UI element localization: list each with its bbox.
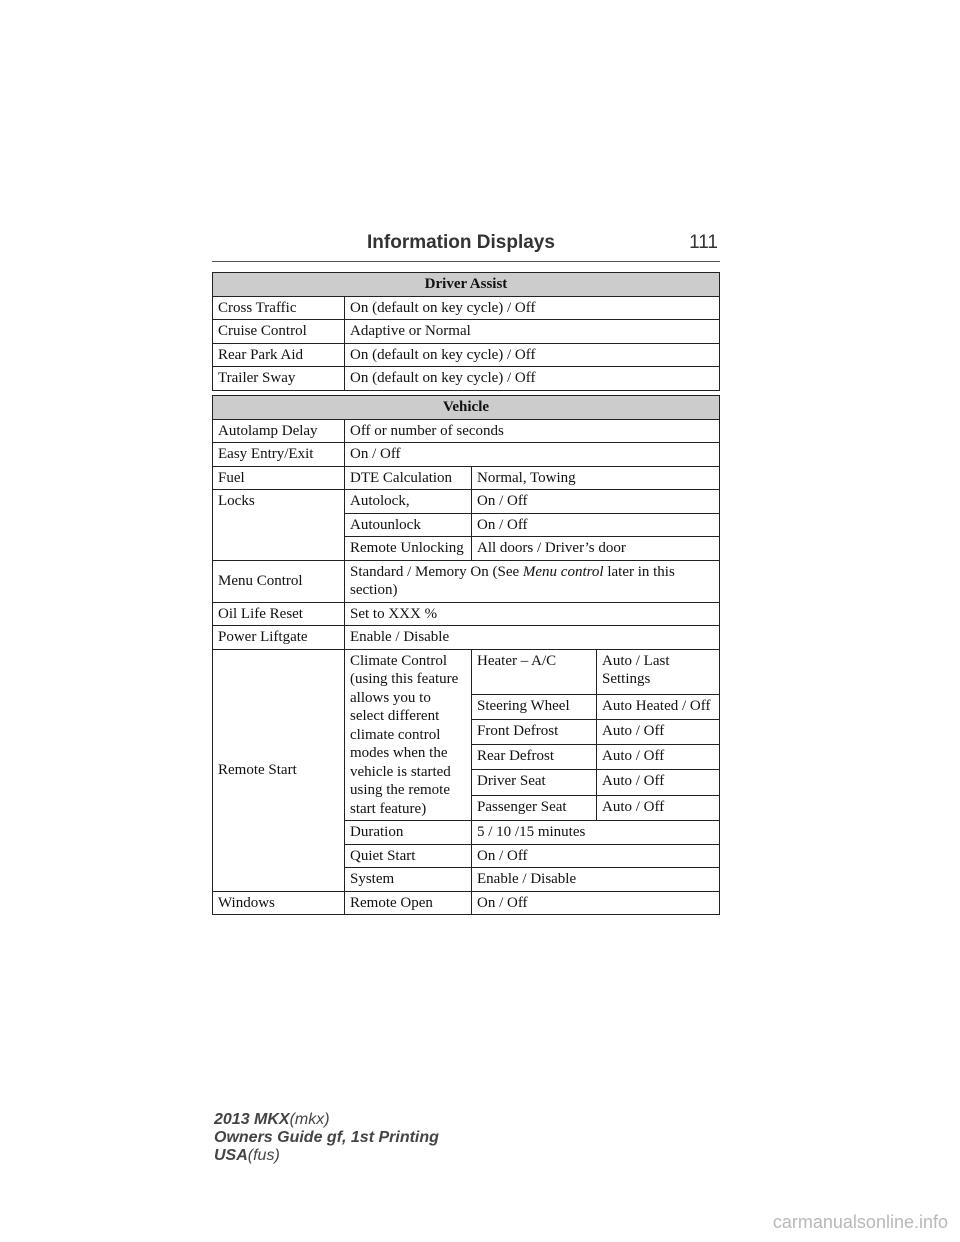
setting-value: Set to XXX % bbox=[345, 602, 720, 626]
table-row bbox=[213, 419, 720, 443]
setting-name: Oil Life Reset bbox=[213, 602, 345, 626]
setting-value: On (default on key cycle) / Off bbox=[345, 343, 720, 367]
table-row bbox=[213, 626, 720, 650]
setting-value: On / Off bbox=[472, 844, 720, 868]
setting-option: System bbox=[345, 868, 472, 892]
vehicle-heading: Vehicle bbox=[213, 396, 720, 420]
setting-option: Autounlock bbox=[345, 513, 472, 537]
setting-option: Remote Unlocking bbox=[345, 537, 472, 561]
setting-option: Front Defrost bbox=[472, 719, 597, 744]
setting-name: Rear Park Aid bbox=[213, 343, 345, 367]
setting-option: Autolock, bbox=[345, 490, 472, 514]
setting-option: Driver Seat bbox=[472, 770, 597, 795]
setting-option: Rear Defrost bbox=[472, 745, 597, 770]
setting-value: All doors / Driver’s door bbox=[472, 537, 720, 561]
vehicle-table bbox=[212, 395, 720, 915]
print-footer bbox=[214, 1111, 439, 1165]
setting-value: On / Off bbox=[472, 891, 720, 915]
setting-value bbox=[345, 560, 720, 602]
section-title: Information Displays bbox=[367, 232, 555, 253]
table-row bbox=[213, 649, 720, 694]
setting-value: On / Off bbox=[345, 443, 720, 467]
menu-control-text-end: later in this section) bbox=[350, 563, 675, 598]
footer-guide: Owners Guide gf, 1st Printing bbox=[214, 1129, 439, 1146]
footer-model-code: (mkx) bbox=[289, 1111, 330, 1128]
setting-name: Fuel bbox=[213, 466, 345, 490]
setting-value: Auto / Last Settings bbox=[597, 649, 720, 694]
setting-value: Auto / Off bbox=[597, 719, 720, 744]
setting-value: Auto / Off bbox=[597, 745, 720, 770]
setting-name: Remote Start bbox=[213, 649, 345, 891]
setting-value: Off or number of seconds bbox=[345, 419, 720, 443]
footer-model: 2013 MKX bbox=[214, 1111, 290, 1128]
setting-value: On / Off bbox=[472, 513, 720, 537]
setting-value: Auto / Off bbox=[597, 770, 720, 795]
page-header bbox=[212, 229, 720, 262]
page-number: 111 bbox=[689, 232, 718, 253]
setting-value: 5 / 10 /15 minutes bbox=[472, 821, 720, 845]
setting-value: On / Off bbox=[472, 490, 720, 514]
setting-option: Remote Open bbox=[345, 891, 472, 915]
table-row bbox=[213, 602, 720, 626]
setting-value: On (default on key cycle) / Off bbox=[345, 367, 720, 391]
setting-option: Duration bbox=[345, 821, 472, 845]
menu-control-text: Standard / Memory On (See bbox=[350, 563, 523, 580]
setting-name: Windows bbox=[213, 891, 345, 915]
setting-value: Auto Heated / Off bbox=[597, 694, 720, 719]
setting-name: Easy Entry/Exit bbox=[213, 443, 345, 467]
driver-assist-heading: Driver Assist bbox=[213, 273, 720, 297]
setting-name: Trailer Sway bbox=[213, 367, 345, 391]
table-row bbox=[213, 891, 720, 915]
table-row bbox=[213, 320, 720, 344]
footer-market: USA bbox=[214, 1147, 248, 1164]
setting-name: Cruise Control bbox=[213, 320, 345, 344]
setting-name: Power Liftgate bbox=[213, 626, 345, 650]
setting-value: Enable / Disable bbox=[345, 626, 720, 650]
setting-option: Quiet Start bbox=[345, 844, 472, 868]
setting-value: Normal, Towing bbox=[472, 466, 720, 490]
table-row bbox=[213, 466, 720, 490]
setting-value: Adaptive or Normal bbox=[345, 320, 720, 344]
table-row bbox=[213, 296, 720, 320]
climate-control-description: Climate Control (using this feature allows you to select different climate control modes when the vehicle is started using the remote start feature) bbox=[345, 649, 472, 821]
table-row bbox=[213, 490, 720, 514]
menu-control-reference: Menu control bbox=[522, 563, 604, 580]
table-row bbox=[213, 560, 720, 602]
setting-name: Locks bbox=[213, 490, 345, 561]
footer-market-code: (fus) bbox=[247, 1147, 280, 1164]
table-row bbox=[213, 443, 720, 467]
setting-name: Autolamp Delay bbox=[213, 419, 345, 443]
table-row bbox=[213, 343, 720, 367]
watermark: carmanualsonline.info bbox=[772, 1212, 948, 1232]
setting-value: On (default on key cycle) / Off bbox=[345, 296, 720, 320]
table-row bbox=[213, 367, 720, 391]
setting-name: Menu Control bbox=[213, 560, 345, 602]
setting-name: Cross Traffic bbox=[213, 296, 345, 320]
setting-option: Passenger Seat bbox=[472, 795, 597, 820]
setting-value: Enable / Disable bbox=[472, 868, 720, 892]
setting-value: Auto / Off bbox=[597, 795, 720, 820]
setting-option: Steering Wheel bbox=[472, 694, 597, 719]
setting-option: Heater – A/C bbox=[472, 649, 597, 694]
driver-assist-table bbox=[212, 272, 720, 391]
setting-option: DTE Calculation bbox=[345, 466, 472, 490]
